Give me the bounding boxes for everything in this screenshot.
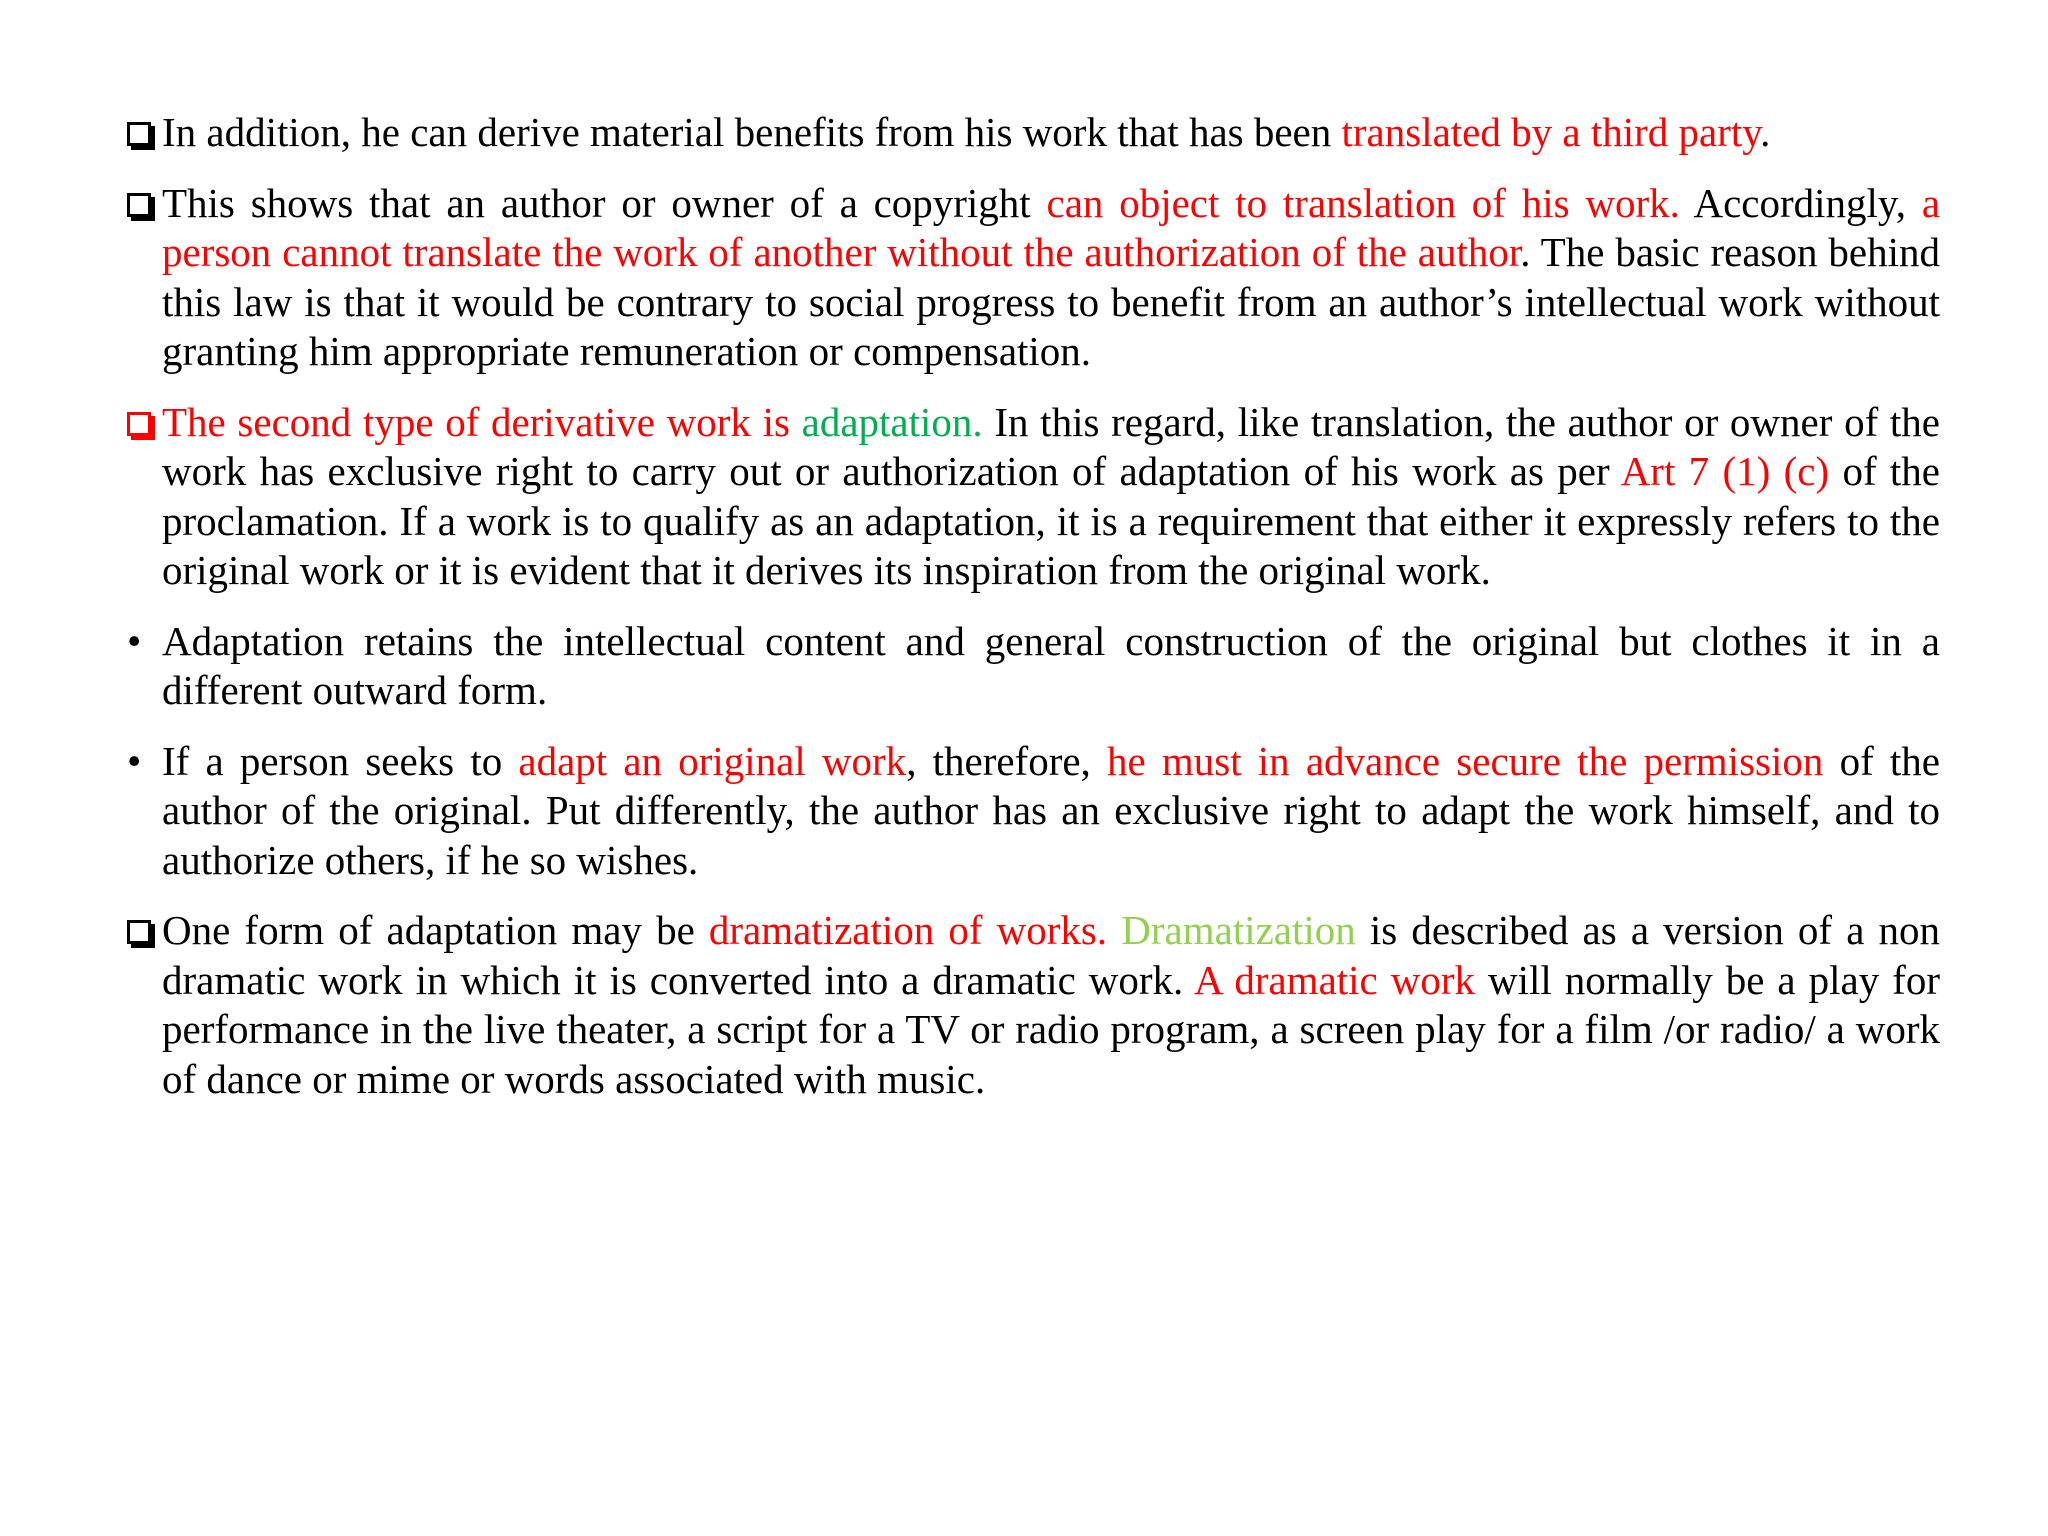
text-segment: is described as a version of a non dramatic work in which it is converted into a dramatic work. [162, 907, 1941, 1003]
text-segment: , therefore, [906, 737, 1107, 784]
text-segment-term: adaptation. [801, 398, 983, 445]
text-segment: This shows that an author or owner of a copyright [162, 179, 1047, 226]
text-segment: In this regard, like translation, the author or owner of the work has exclusive right to carry out or authorization of adaptation of his work as per [162, 398, 1940, 494]
text-segment: . The basic reason behind this law is that it would be contrary to social progress to benefit from an author’s intellectual work without granting him appropriate remuneration or compensation. [162, 229, 1940, 374]
paragraph-adaptation-retains [124, 617, 1940, 716]
square-bullet-icon [127, 122, 151, 146]
text-segment: will normally be a play for performance in the live theater, a script for a TV or radio program, a screen play for a film /or radio/ a work of dance or mime or words associated with music. [162, 956, 1940, 1102]
paragraph-adaptation [124, 398, 1940, 596]
text-segment: . [1760, 109, 1771, 155]
text-segment-highlight: a person cannot translate the work of another without the authorization of the author [162, 179, 1941, 275]
text-segment-highlight: adapt an original work [518, 737, 907, 784]
text-segment: of the proclamation. If a work is to qualify as an adaptation, it is a requirement that either it expressly refers to the original work or it is evident that it derives its inspiration from the original work. [162, 448, 1941, 593]
paragraph-object-to-translation [124, 179, 1940, 377]
text-segment-highlight: he must in advance secure the permission [1106, 737, 1824, 784]
paragraph-dramatization [124, 906, 1940, 1104]
text-segment-highlight: can object to translation of his work. [1046, 179, 1680, 226]
square-bullet-icon [127, 920, 151, 944]
slide-body [124, 108, 1940, 1104]
text-segment-highlight: A dramatic work [1194, 956, 1475, 1003]
square-bullet-icon [127, 193, 151, 217]
text-segment-highlight: Art 7 (1) (c) [1620, 448, 1830, 494]
text-segment-term: Dramatization [1121, 907, 1356, 953]
text-segment: Adaptation retains the intellectual content and general construction of the original but clothes it in a different outward form. [162, 617, 1940, 713]
text-segment-highlight: The second type of derivative work is [162, 398, 802, 445]
text-segment: If a person seeks to [162, 737, 519, 784]
bullet-dot-icon: • [127, 737, 142, 784]
paragraph-permission [124, 737, 1940, 886]
text-segment [1107, 907, 1121, 953]
text-segment-highlight: translated by a third party [1341, 109, 1761, 155]
text-segment: of the author of the original. Put differently, the author has an exclusive right to adapt the work himself, and to authorize others, if he so wishes. [162, 737, 1940, 883]
square-bullet-icon [127, 412, 151, 436]
paragraph-translation-benefits [124, 108, 1940, 158]
text-segment-highlight: dramatization of works. [708, 907, 1108, 953]
text-segment: Accordingly, [1679, 179, 1922, 226]
text-segment: One form of adaptation may be [162, 907, 709, 953]
text-segment: In addition, he can derive material benefits from his work that has been [162, 109, 1342, 155]
bullet-dot-icon: • [127, 617, 142, 664]
